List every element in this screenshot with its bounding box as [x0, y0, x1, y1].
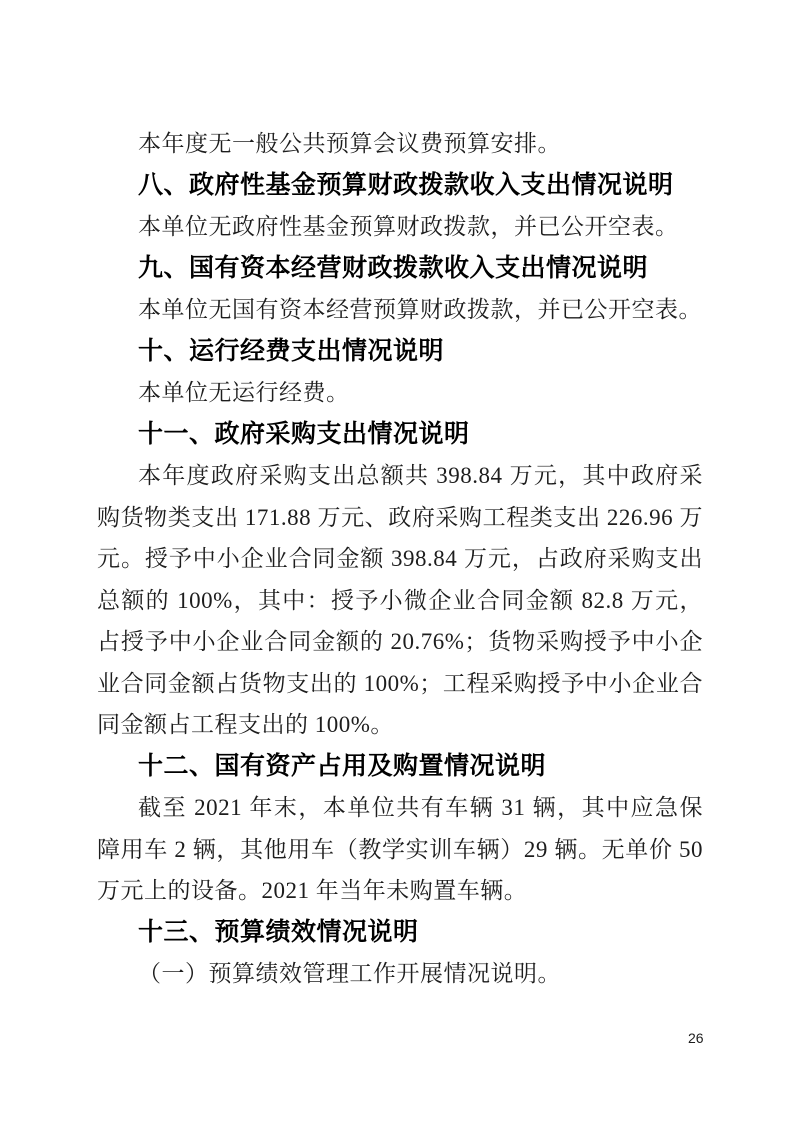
paragraph-section-8-note: 本单位无政府性基金预算财政拨款，并已公开空表。 [138, 214, 679, 239]
page-number: 26 [688, 1030, 704, 1046]
heading-section-8-govt-fund: 八、政府性基金预算财政拨款收入支出情况说明 [138, 170, 674, 199]
heading-section-11-procurement: 十一、政府采购支出情况说明 [138, 419, 470, 448]
heading-section-9-state-capital: 九、国有资本经营财政拨款收入支出情况说明 [138, 253, 649, 282]
heading-section-12-state-assets: 十二、国有资产占用及购置情况说明 [138, 751, 547, 780]
paragraph-section-9-note: 本单位无国有资本经营预算财政拨款，并已公开空表。 [138, 297, 702, 322]
paragraph-section-13-item-1: （一）预算绩效管理工作开展情况说明。 [138, 961, 561, 986]
paragraph-conference-fee-note: 本年度无一般公共预算会议费预算安排。 [138, 131, 561, 156]
paragraph-section-10-note: 本单位无运行经费。 [138, 380, 350, 405]
page-content [97, 123, 703, 995]
heading-section-13-performance: 十三、预算绩效情况说明 [138, 917, 419, 946]
paragraph-section-11-detail: 本年度政府采购支出总额共 398.84 万元，其中政府采购货物类支出 171.88 万元、政府采购工程类支出 226.96 万元。授予中小企业合同金额 398.84 万元，占政府采购支出总额的 100%，其中：授予小微企业合同金额 82.8 万元，占授予中小企业合同金额的 20.76%；货物采购授予中小企业合同金额占货物支出的 100%；工程采购授予中小企业合同金额占工程支出的 100%。 [97, 463, 703, 737]
paragraph-section-12-detail: 截至 2021 年末，本单位共有车辆 31 辆，其中应急保障用车 2 辆，其他用车（教学实训车辆）29 辆。无单价 50 万元上的设备。2021 年当年未购置车辆。 [97, 795, 703, 903]
heading-section-10-operating-cost: 十、运行经费支出情况说明 [138, 336, 445, 365]
